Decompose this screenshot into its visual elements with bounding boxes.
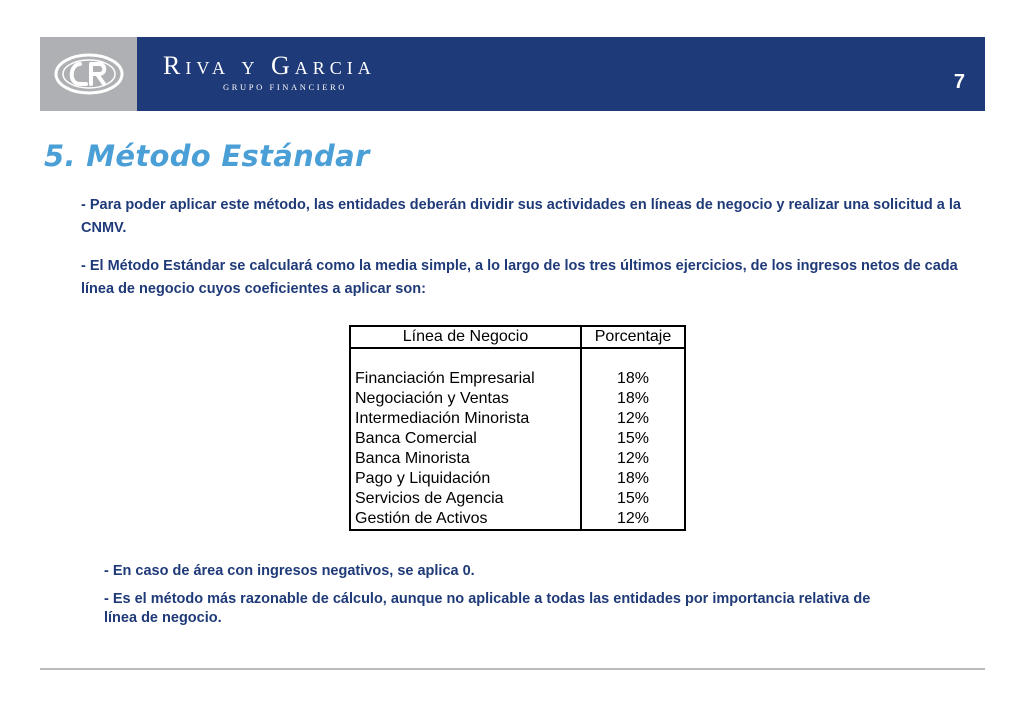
line-percentage: 12% [581,509,685,530]
line-name: Intermediación Minorista [350,409,581,429]
line-percentage: 15% [581,489,685,509]
table-row [350,409,685,429]
table-row [350,429,685,449]
method-paragraph: - El Método Estándar se calculará como la media simple, a lo largo de los tres últimos ejercicios, de los ingresos netos de cada línea de negocio cuyos coeficientes a aplicar son: [81,258,958,297]
method-assessment-note: - Es el método más razonable de cálculo, aunque no aplicable a todas las entidades por importancia relativa de línea de negocio. [104,591,871,626]
table-row [350,389,685,409]
line-percentage: 12% [581,449,685,469]
business-line-table [349,325,686,531]
brand-subtitle: GRUPO FINANCIERO [223,82,348,92]
logo [40,37,137,111]
line-name: Servicios de Agencia [350,489,581,509]
table-row [350,509,685,530]
table-row [350,489,685,509]
table-row [350,369,685,389]
line-name: Pago y Liquidación [350,469,581,489]
line-percentage: 12% [581,409,685,429]
line-name: Gestión de Activos [350,509,581,530]
column-header-line: Línea de Negocio [350,326,581,348]
intro-paragraph: - Para poder aplicar este método, las entidades deberán dividir sus actividades en líneas de negocio y realizar una solicitud a la CNMV. [81,197,961,236]
line-name: Banca Minorista [350,449,581,469]
brand [163,51,376,92]
column-header-percentage: Porcentaje [581,326,685,348]
line-name: Banca Comercial [350,429,581,449]
page-number: 7 [953,71,965,93]
table-row [350,469,685,489]
slide-title: 5. Método Estándar [44,139,370,173]
line-percentage: 18% [581,469,685,489]
rg-monogram-icon [53,52,125,96]
line-percentage: 18% [581,369,685,389]
line-percentage: 18% [581,389,685,409]
footer-divider [40,668,985,670]
table-spacer-row [350,348,685,369]
table-row [350,449,685,469]
header-banner [40,37,985,111]
line-name: Financiación Empresarial [350,369,581,389]
line-name: Negociación y Ventas [350,389,581,409]
line-percentage: 15% [581,429,685,449]
table-header-row [350,326,685,348]
brand-name: Riva y Garcia [163,51,376,80]
negative-income-note: - En caso de área con ingresos negativos, se aplica 0. [104,563,475,579]
